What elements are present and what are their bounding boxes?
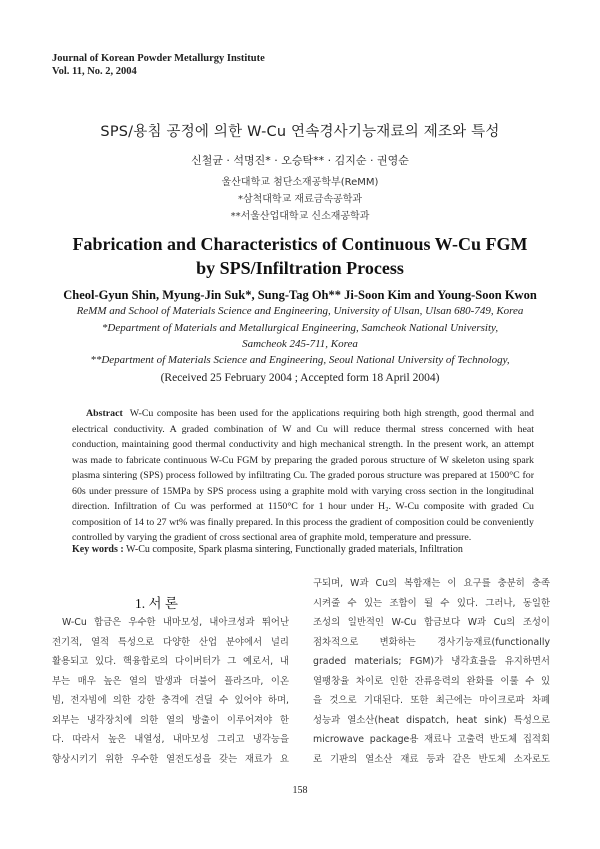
body-right-column — [313, 574, 550, 769]
english-title-line-2: by SPS/Infiltration Process — [196, 258, 404, 278]
korean-authors: 신철균 · 석명진* · 오승탁** · 김지순 · 권영순 — [191, 154, 409, 167]
english-title-line-1: Fabrication and Characteristics of Continuous W-Cu FGM — [72, 234, 528, 254]
body-line: graded materials; FGM)가 냉각효율을 유지하면서 — [313, 656, 550, 667]
body-line: 활용되고 있다. 핵융합로의 다이버터가 그 예로서, 내 — [52, 656, 289, 667]
body-left-column — [52, 613, 289, 769]
korean-title: SPS/용침 공정에 의한 W-Cu 연속경사기능재료의 제조와 특성 — [100, 124, 500, 140]
body-line: 부는 매우 높은 열의 발생과 더불어 플라즈마, 이온 — [52, 675, 289, 687]
body-line: 을 것으로 기대된다. 또한 최근에는 마이크로파 차폐 — [313, 695, 550, 706]
body-line: 전기적, 열적 특성으로 다양한 산업 분야에서 널리 — [52, 636, 289, 648]
korean-affiliation-3: **서울산업대학교 신소재공학과 — [230, 211, 370, 222]
body-line: microwave package용 재료나 고출력 반도체 집적회 — [313, 734, 550, 745]
english-title — [0, 232, 600, 280]
body-line: 시켜줄 수 있는 조합이 될 수 있다. 그러나, 동일한 — [313, 597, 550, 609]
journal-header — [52, 52, 265, 78]
body-line: 열팽창율 차이로 인한 잔류응력의 완화를 이룰 수 있 — [313, 675, 550, 687]
english-affiliation-2: *Department of Materials and Metallurgical Engineering, Samcheok National University, — [101, 322, 499, 334]
body-line: 빔, 전자빔에 의한 강한 충격에 견딜 수 있어야 하며, — [52, 695, 289, 706]
abstract — [72, 406, 534, 546]
body-line: 조성의 일반적인 W-Cu 합금보다 W과 Cu의 조성이 — [313, 617, 550, 628]
keywords — [72, 544, 542, 555]
body-line: 외부는 냉각장치에 의한 열의 방출이 이루어져야 한 — [52, 714, 289, 726]
body-line: 향상시키기 위한 우수한 열전도성을 갖는 재료가 요 — [52, 753, 289, 765]
english-affiliation-1: ReMM and School of Materials Science and Engineering, University of Ulsan, Ulsan 680-749, Korea — [76, 305, 524, 317]
body-line: 점차적으로 변화하는 경사기능재료(functionally — [313, 636, 550, 648]
section-heading: 1. 서 론 — [135, 596, 178, 611]
page-number: 158 — [292, 785, 308, 796]
keywords-label: Key words : — [72, 544, 124, 555]
korean-affiliation-1: 울산대학교 첨단소재공학부(ReMM) — [221, 177, 379, 188]
journal-volume: Vol. 11, No. 2, 2004 — [52, 66, 137, 77]
abstract-text: W-Cu composite has been used for the applications requiring both high strength, good thermal and electrical conductivity. A graded combination of W and Cu will reduce thermal stress concerned with heat conduction, maintaining good thermal conductivity and high mechanical strength. In the present work, an attempt was made to fabricate continuous W-Cu FGM by preparing the graded porous structure of W skeleton using spark plasma sintering (SPS) process followed by infiltrating Cu. The graded porous structure was prepared at 1500°C for 60s under pressure of 15MPa by SPS process using a graphite mold with varying cross section in the longitudinal direction. Infiltration of Cu was performed at 1150°C for 1 hour under H₂. W-Cu composite with graded Cu composition of 14 to 27 wt% was finally prepared. In this process the gradient of composition could be conveniently controlled by varying the gradient of cross sectional area of graphite mold, temperature and pressure. — [72, 408, 534, 543]
english-authors: Cheol-Gyun Shin, Myung-Jin Suk*, Sung-Tag Oh** Ji-Soon Kim and Young-Soon Kwon — [63, 288, 537, 302]
body-line: 구되며, W과 Cu의 복합재는 이 요구를 충분히 충족 — [313, 578, 550, 589]
english-affiliation-4: **Department of Materials Science and Engineering, Seoul National University of Technology, — [90, 354, 510, 366]
journal-name: Journal of Korean Powder Metallurgy Institute — [52, 53, 265, 64]
received-dates: (Received 25 February 2004 ; Accepted form 18 April 2004) — [160, 372, 440, 384]
body-line: 다. 따라서 높은 내열성, 내마모성 그리고 냉각능을 — [52, 734, 289, 745]
body-line: 성능과 열소산(heat dispatch, heat sink) 특성으로 — [313, 714, 550, 726]
english-affiliation-3: Samcheok 245-711, Korea — [242, 338, 358, 350]
abstract-label: Abstract — [86, 408, 123, 419]
body-line: 로 기판의 열소산 재료 등과 같은 반도체 소자로도 — [313, 753, 550, 765]
keywords-text: W-Cu composite, Spark plasma sintering, Functionally graded materials, Infiltration — [126, 544, 463, 555]
body-line: W-Cu 합금은 우수한 내마모성, 내아크성과 뛰어난 — [62, 617, 289, 628]
korean-affiliation-2: *삼척대학교 재료금속공학과 — [237, 194, 363, 205]
